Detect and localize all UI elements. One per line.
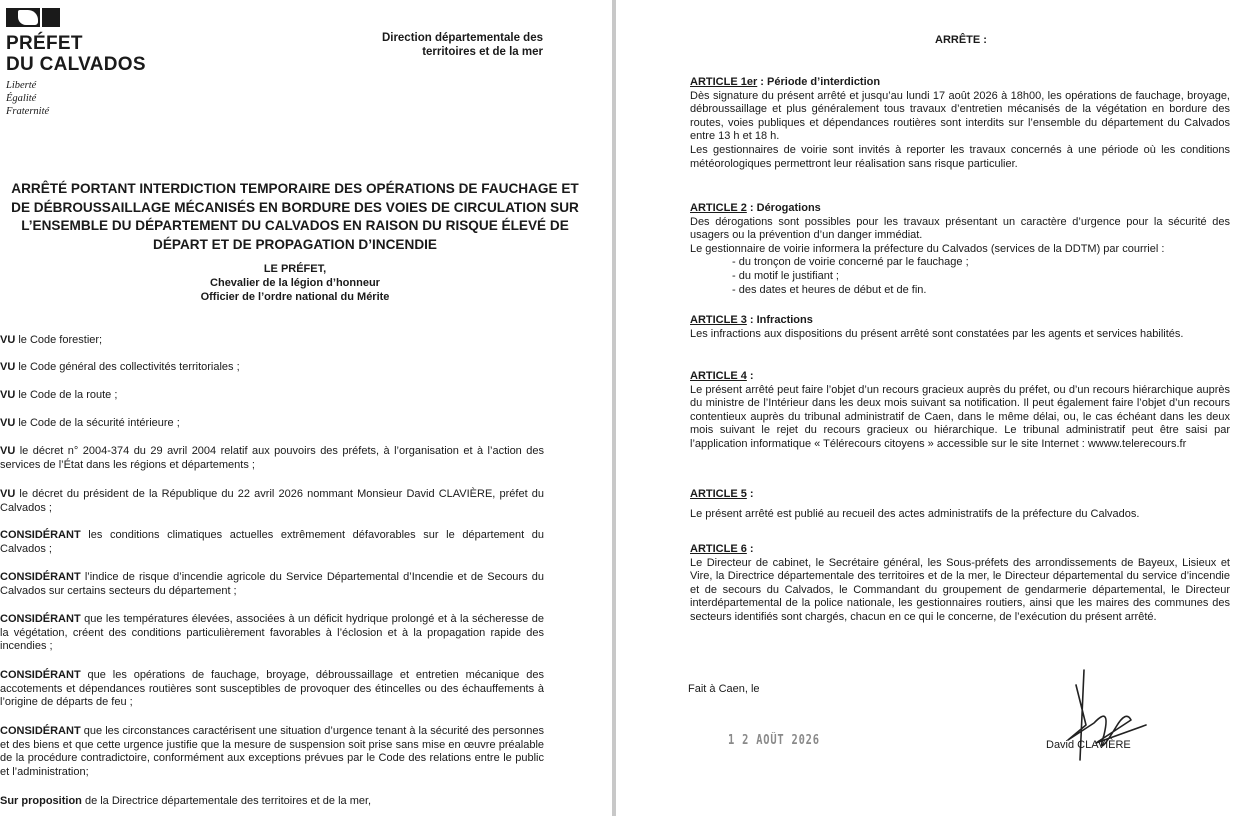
visa-paragraph: VU le Code de la sécurité intérieure ; bbox=[0, 417, 180, 429]
article-label: ARTICLE 4 bbox=[690, 370, 747, 382]
article-body: Le gestionnaire de voirie informera la préfecture du Calvados (services de la DDTM) par courriel : bbox=[690, 242, 1165, 255]
article-label: ARTICLE 1er bbox=[690, 76, 758, 88]
prefet-block bbox=[10, 262, 580, 304]
proposition-paragraph: Sur proposition de la Directrice départementale des territoires et de la mer, bbox=[0, 795, 372, 807]
visa-paragraph: VU le décret du président de la République du 22 avril 2026 nommant Monsieur David CLAVIÈRE, préfet du Calvados ; bbox=[0, 488, 544, 514]
considerant-paragraph: CONSIDÉRANT les conditions climatiques actuelles extrêmement défavorables sur le département du Calvados ; bbox=[0, 529, 544, 555]
article-label: ARTICLE 2 bbox=[690, 202, 747, 214]
article-6: ARTICLE 6 : Le Directeur de cabinet, le Secrétaire général, les Sous-préfets des arrondissements de Bayeux, Lisieux et Vire, la Directrice départementale des territoires et de la mer, le Directeur départemental du service d’incendie et de secours du Calvados, le Commandant du groupement de gendarmerie départemental, le Directeur interdépartemental de la police nationale, les gestionnaires routiers, ainsi que les maires des communes des secteurs identifiés sont chargés, chacun en ce qui le concerne, de l’exécution du présent arrêté. bbox=[690, 543, 1230, 623]
list-item: - des dates et heures de début et de fin. bbox=[732, 283, 927, 296]
considerant-paragraph: CONSIDÉRANT que les températures élevées, associées à un déficit hydrique prolongé et à la sécheresse de la végétation, créent des conditions particulièrement favorables à l’éclosion et à la propagation rapide des incendies ; bbox=[0, 613, 544, 653]
article-1: ARTICLE 1er : Période d’interdiction Dès signature du présent arrêté et jusqu’au lundi 17 août 2026 à 18h00, les opérations de fauchage, broyage, débroussaillage et plus généralement tous travaux d’entretien mécanisés de la végétation en bordure des routes, voies publiques et dépendances routières sont interdits sur l’ensemble du département du Calvados entre 13 h et 18 h. Les gestionnaires de voirie sont invités à reporter les travaux concernés à une période où les conditions météorologiques permettront leur réalisation sans risque particulier. bbox=[690, 76, 1230, 170]
visa-paragraph: VU le décret n° 2004-374 du 29 avril 2004 relatif aux pouvoirs des préfets, à l’organisation et à l’action des services de l’État dans les régions et départements ; bbox=[0, 445, 544, 471]
considerant-paragraph: CONSIDÉRANT que les circonstances caractérisent une situation d’urgence tenant à la sécurité des personnes et des biens et que cette urgence justifie que la mesure de suspension soit prise sans mise en œuvre préalable de la procédure contradictoire, conformément aux exceptions prévues par le Code des relations entre le public et l’administration; bbox=[0, 725, 544, 778]
motto-egalite: Égalité bbox=[6, 93, 37, 104]
signature-icon bbox=[1056, 665, 1156, 775]
date-stamp: 1 2 AOÛT 2026 bbox=[728, 733, 820, 748]
right-page bbox=[616, 0, 1237, 816]
logo-title-line2: DU CALVADOS bbox=[6, 54, 146, 75]
article-body: Les gestionnaires de voirie sont invités à reporter les travaux concernés à une période où les conditions météorologiques permettront leur réalisation sans risque particulier. bbox=[690, 143, 1230, 170]
motto-liberte: Liberté bbox=[6, 80, 37, 91]
left-page bbox=[0, 0, 612, 816]
article-3: ARTICLE 3 : Infractions Les infractions aux dispositions du présent arrêté sont constatées par les agents et services habilités. bbox=[690, 314, 1230, 341]
article-label: ARTICLE 5 bbox=[690, 488, 747, 500]
prefecture-logo bbox=[6, 8, 146, 118]
visa-paragraph: VU le Code général des collectivités territoriales ; bbox=[0, 361, 240, 373]
article-body: Des dérogations sont possibles pour les travaux présentant un caractère d’urgence pour la sécurité des usagers ou la prévention d’un danger immédiat. bbox=[690, 215, 1230, 242]
article-body: Dès signature du présent arrêté et jusqu’au lundi 17 août 2026 à 18h00, les opérations de fauchage, broyage, débroussaillage et plus généralement tous travaux d’entretien mécanisés de la végétation en bordure des routes, voies publiques et dépendances routières sont interdits sur l’ensemble du département du Calvados entre 13 h et 18 h. bbox=[690, 89, 1230, 143]
article-label: ARTICLE 3 bbox=[690, 314, 747, 326]
considerant-paragraph: CONSIDÉRANT l’indice de risque d’incendie agricole du Service Départemental d’Incendie et de Secours du Calvados sur certains secteurs du département ; bbox=[0, 571, 544, 597]
visa-paragraph: VU le Code de la route ; bbox=[0, 389, 118, 401]
article-body: Le présent arrêté est publié au recueil des actes administratifs de la préfecture du Calvados. bbox=[690, 507, 1140, 520]
article-body: Les infractions aux dispositions du présent arrêté sont constatées par les agents et services habilités. bbox=[690, 327, 1184, 340]
article-body: Le présent arrêté peut faire l’objet d’un recours gracieux auprès du préfet, ou d’un recours hiérarchique auprès du ministre de l’Intérieur dans les deux mois suivant sa notification. Il peut également faire l’objet d’un recours contentieux auprès du tribunal administratif de Caen, dans le même délai, ou, le cas échéant dans les deux mois suivant le rejet du recours gracieux ou hiérarchique. Le tribunal administratif peut être saisi par l’application informatique « Télérecours citoyens » accessible sur le site Internet : wwww.telerecours.fr bbox=[690, 383, 1230, 450]
article-5: ARTICLE 5 : Le présent arrêté est publié au recueil des actes administratifs de la préfecture du Calvados. bbox=[690, 488, 1230, 521]
logo-title-line1: PRÉFET bbox=[6, 33, 83, 54]
decree-title: ARRÊTÉ PORTANT INTERDICTION TEMPORAIRE DES OPÉRATIONS DE FAUCHAGE ET DE DÉBROUSSAILLAGE MÉCANISÉS EN BORDURE DES VOIES DE CIRCULATION SUR L’ENSEMBLE DU DÉPARTEMENT DU CALVADOS EN RAISON DU RISQUE ÉLEVÉ DE DÉPART ET DE PROPAGATION D’INCENDIE bbox=[11, 181, 579, 252]
prefet-line1: LE PRÉFET, bbox=[263, 263, 327, 275]
signatory-name: David CLAVIÈRE bbox=[1046, 739, 1131, 751]
prefet-line3: Officier de l’ordre national du Mérite bbox=[200, 291, 390, 303]
article-label: ARTICLE 6 bbox=[690, 543, 747, 555]
article-2: ARTICLE 2 : Dérogations Des dérogations sont possibles pour les travaux présentant un caractère d’urgence pour la sécurité des usagers ou la prévention d’un danger immédiat. Le gestionnaire de voirie informera la préfecture du Calvados (services de la DDTM) par courriel : - du tronçon de voirie concerné par le fauchage ; - du motif le justifiant ; - des dates et heures de début et de fin. bbox=[690, 202, 1230, 296]
considerant-paragraph: CONSIDÉRANT que les opérations de fauchage, broyage, débroussaillage et entretien mécanique des accotements et dépendances routières sont susceptibles de provoquer des étincelles ou des échauffements à l’origine de départs de feu ; bbox=[0, 669, 544, 709]
article-body: Le Directeur de cabinet, le Secrétaire général, les Sous-préfets des arrondissements de Bayeux, Lisieux et Vire, la Directrice départementale des territoires et de la mer, le Directeur départemental du service d’incendie et de secours du Calvados, le Commandant du groupement de gendarmerie départemental, le Directeur interdépartemental de la police nationale, les gestionnaires routiers, ainsi que les maires des communes des secteurs identifiés sont chargés, chacun en ce qui le concerne, de l’exécution du présent arrêté. bbox=[690, 556, 1230, 623]
issuing-direction: Direction départementale des territoires et de la mer bbox=[381, 32, 543, 58]
prefet-line2: Chevalier de la légion d’honneur bbox=[210, 277, 380, 289]
list-item: - du motif le justifiant ; bbox=[732, 269, 839, 282]
article-4: ARTICLE 4 : Le présent arrêté peut faire l’objet d’un recours gracieux auprès du préfet, ou d’un recours hiérarchique auprès du ministre de l’Intérieur dans les deux mois suivant sa notification. Il peut également faire l’objet d’un recours contentieux auprès du tribunal administratif de Caen, dans le même délai, ou, le cas échéant dans les deux mois suivant le rejet du recours gracieux ou hiérarchique. Le tribunal administratif peut être saisi par l’application informatique « Télérecours citoyens » accessible sur le site Internet : wwww.telerecours.fr bbox=[690, 370, 1230, 450]
arrete-heading: ARRÊTE : bbox=[935, 34, 987, 46]
motto-fraternite: Fraternité bbox=[6, 106, 50, 117]
signature-place: Fait à Caen, le bbox=[688, 683, 760, 695]
visa-paragraph: VU le Code forestier; bbox=[0, 334, 103, 346]
marianne-icon bbox=[6, 8, 60, 27]
list-item: - du tronçon de voirie concerné par le fauchage ; bbox=[732, 256, 969, 269]
derogation-list bbox=[690, 256, 1230, 297]
